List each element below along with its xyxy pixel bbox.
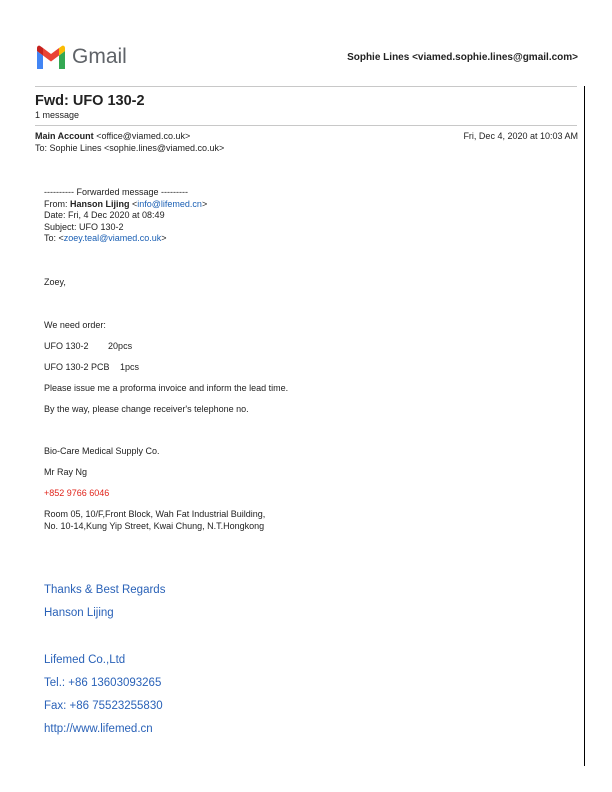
- customer-address: [44, 509, 265, 532]
- forward-from-email-link[interactable]: info@lifemed.cn: [137, 198, 202, 209]
- signature-website-link[interactable]: http://www.lifemed.cn: [44, 723, 153, 735]
- forward-to-label: To: <: [44, 233, 64, 243]
- forward-to-email-link[interactable]: zoey.teal@viamed.co.uk: [63, 233, 162, 243]
- order-item-1: [44, 341, 132, 353]
- order-item-2-name: UFO 130-2 PCB: [44, 362, 110, 372]
- order-item-1-name: UFO 130-2: [44, 341, 89, 351]
- message-count: 1 message: [35, 110, 80, 120]
- signature-regards: Thanks & Best Regards: [44, 584, 166, 596]
- forward-separator: ---------- Forwarded message ---------: [44, 187, 188, 197]
- body-line-telephone: By the way, please change receiver's telephone no.: [44, 404, 249, 414]
- account-email: Sophie Lines <viamed.sophie.lines@gmail.com>: [347, 52, 578, 63]
- customer-phone: +852 9766 6046: [44, 488, 110, 498]
- customer-address-line-1: Room 05, 10/F,Front Block, Wah Fat Industrial Building,: [44, 509, 266, 519]
- thread-subject: Fwd: UFO 130-2: [35, 93, 145, 109]
- body-line-invoice: Please issue me a proforma invoice and inform the lead time.: [44, 383, 289, 393]
- signature-name: Hanson Lijing: [44, 607, 114, 619]
- message-from: [35, 131, 190, 141]
- header-divider: [35, 86, 577, 87]
- order-item-2: [44, 362, 139, 374]
- gmail-m-icon: [35, 45, 67, 69]
- forward-to-close: >: [161, 233, 167, 243]
- page-edge-line: [584, 86, 585, 766]
- gmail-logo: [35, 44, 135, 70]
- body-line-order: We need order:: [44, 320, 106, 330]
- customer-address-line-2: No. 10-14,Kung Yip Street, Kwai Chung, N.T.Hongkong: [44, 520, 265, 531]
- forward-from-label: From:: [44, 198, 70, 209]
- sender-email: <office@viamed.co.uk>: [96, 131, 191, 141]
- order-item-2-qty: 1pcs: [120, 362, 140, 372]
- order-item-1-qty: 20pcs: [108, 341, 133, 351]
- signature-company: Lifemed Co.,Ltd: [44, 654, 126, 666]
- forward-to: [44, 233, 207, 245]
- message-date: Fri, Dec 4, 2020 at 10:03 AM: [463, 131, 578, 141]
- forward-from-name: Hanson Lijing: [70, 198, 130, 209]
- body-greeting: Zoey,: [44, 277, 66, 287]
- forward-subject: Subject: UFO 130-2: [44, 221, 124, 232]
- customer-company: Bio-Care Medical Supply Co.: [44, 446, 160, 456]
- thread-divider: [35, 125, 577, 126]
- customer-contact: Mr Ray Ng: [44, 467, 88, 477]
- forwarded-header: [44, 187, 207, 245]
- sender-name: Main Account: [35, 131, 94, 141]
- signature-fax: Fax: +86 75523255830: [44, 700, 163, 712]
- forward-date: Date: Fri, 4 Dec 2020 at 08:49: [44, 210, 165, 220]
- gmail-wordmark: Gmail: [72, 45, 127, 68]
- forward-from: [44, 199, 207, 211]
- forward-from-close: >: [201, 198, 208, 209]
- signature-tel: Tel.: +86 13603093265: [44, 677, 162, 689]
- forward-from-open: <: [129, 198, 138, 209]
- message-to: To: Sophie Lines <sophie.lines@viamed.co.uk>: [35, 143, 225, 153]
